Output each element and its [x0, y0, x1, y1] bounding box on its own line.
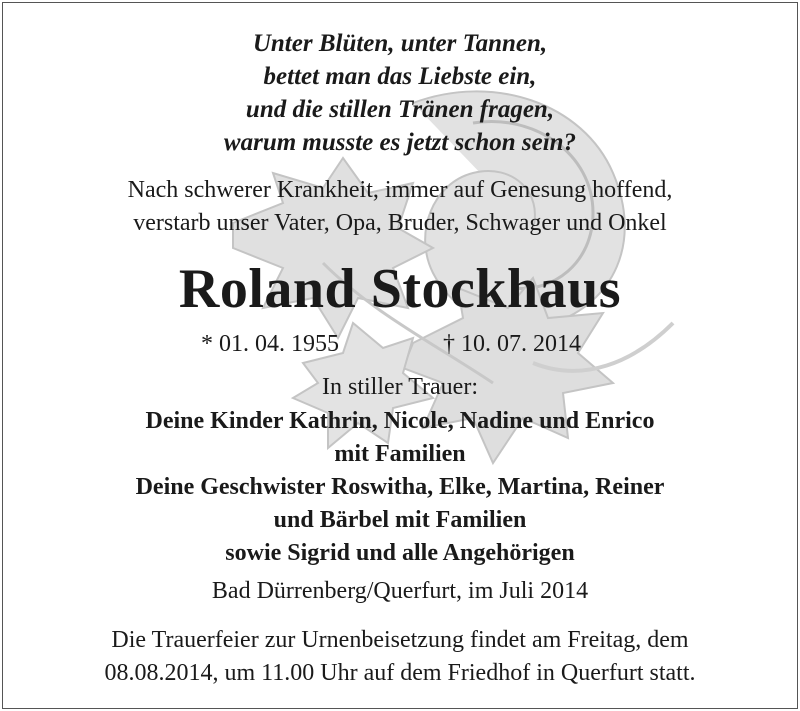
poem-line-4: warum musste es jetzt schon sein? [223, 129, 577, 156]
birth-date: * 01. 04. 1955 [201, 331, 339, 357]
mourning-heading: In stiller Trauer: [322, 374, 478, 400]
mourners-line-4: und Bärbel mit Familien [273, 507, 527, 533]
poem-line-1: Unter Blüten, unter Tannen, [252, 30, 548, 57]
poem-line-3: und die stillen Tränen fragen, [245, 96, 555, 123]
funeral-note-line-2: 08.08.2014, um 11.00 Uhr auf dem Friedhof in Querfurt statt. [104, 660, 696, 686]
deceased-name: Roland Stockhaus [178, 258, 622, 320]
place-and-date: Bad Dürrenberg/Querfurt, im Juli 2014 [211, 578, 589, 604]
mourners-line-3: Deine Geschwister Roswitha, Elke, Martina, Reiner [135, 474, 665, 500]
mourners-line-2: mit Familien [334, 441, 466, 467]
mourners-line-5: sowie Sigrid und alle Angehörigen [225, 540, 575, 566]
mourners-line-1: Deine Kinder Kathrin, Nicole, Nadine und Enrico [145, 408, 655, 434]
poem-line-2: bettet man das Liebste ein, [263, 63, 537, 90]
funeral-note-line-1: Die Trauerfeier zur Urnenbeisetzung findet am Freitag, dem [111, 627, 689, 653]
death-date: † 10. 07. 2014 [443, 331, 581, 357]
obituary-notice [2, 2, 798, 709]
intro-line-2: verstarb unser Vater, Opa, Bruder, Schwager und Onkel [133, 210, 667, 236]
intro-line-1: Nach schwerer Krankheit, immer auf Genesung hoffend, [127, 177, 673, 203]
